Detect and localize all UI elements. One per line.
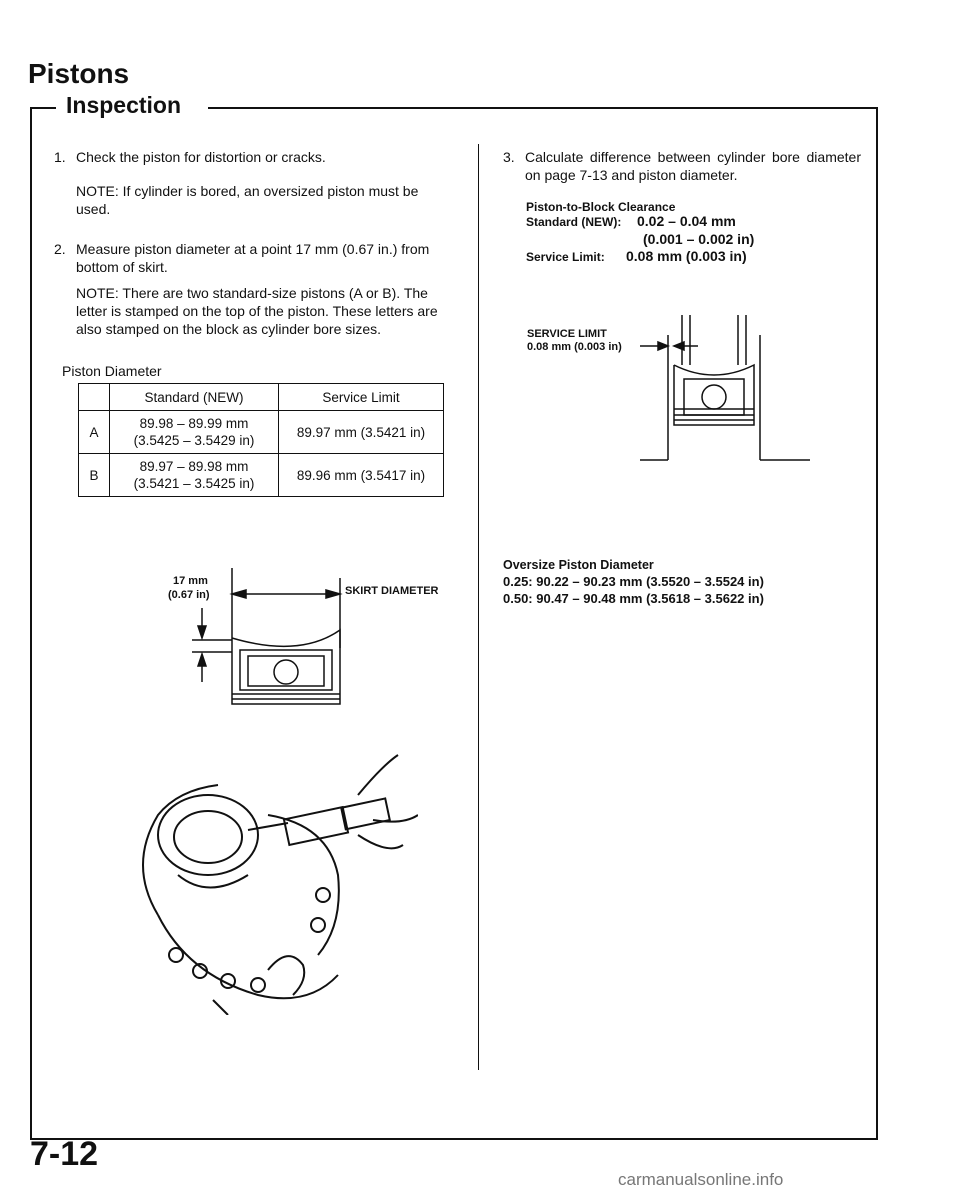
step-2 — [54, 240, 436, 276]
table-cell-standard — [110, 411, 279, 454]
table-header-cell — [79, 384, 110, 411]
column-divider — [478, 144, 479, 1070]
piston-diameter-table — [78, 383, 444, 497]
oversize-title: Oversize Piston Diameter — [503, 558, 654, 572]
oversize-row: 0.50: 90.47 – 90.48 mm (3.5618 – 3.5622 in) — [503, 591, 764, 606]
standard-in: (3.5425 – 3.5429 in) — [133, 433, 255, 448]
note-2: NOTE: There are two standard-size pistons (A or B). The letter is stamped on the top of the piston. These letters are also stamped on the block as cylinder bore sizes. — [76, 285, 438, 337]
frame-line — [30, 1138, 878, 1140]
watermark: carmanualsonline.info — [618, 1170, 784, 1189]
page-number: 7-12 — [30, 1135, 99, 1173]
page-title: Pistons — [28, 58, 130, 89]
service-limit-label: Service Limit: — [526, 250, 605, 264]
frame-line — [876, 107, 878, 1139]
service-limit-value: 0.08 mm (0.003 in) — [626, 248, 747, 264]
standard-mm: 89.98 – 89.99 mm — [139, 416, 249, 431]
standard-label: Standard (NEW): — [526, 215, 622, 229]
table-cell-limit: 89.96 mm (3.5417 in) — [279, 454, 444, 497]
skirt-diameter-label: SKIRT DIAMETER — [345, 585, 439, 597]
table-cell-grade: B — [79, 454, 110, 497]
table-row — [79, 411, 444, 454]
dimension-label: 17 mm — [173, 575, 208, 587]
table-row — [79, 454, 444, 497]
dimension-label: (0.67 in) — [168, 589, 210, 601]
micrometer-measurement-illustration — [118, 725, 418, 1015]
standard-value-in: (0.001 – 0.002 in) — [643, 231, 755, 247]
section-title: Inspection — [58, 92, 189, 119]
step-text: Measure piston diameter at a point 17 mm (0.67 in.) from bottom of skirt. — [76, 241, 430, 275]
step-number: 2. — [54, 241, 66, 257]
table-cell-limit: 89.97 mm (3.5421 in) — [279, 411, 444, 454]
step-text: Calculate difference between cylinder bore diameter on page 7-13 and piston diameter. — [525, 149, 861, 183]
standard-mm: 89.97 – 89.98 mm — [139, 459, 249, 474]
step-number: 3. — [503, 149, 515, 165]
table-cell-standard — [110, 454, 279, 497]
standard-in: (3.5421 – 3.5425 in) — [133, 476, 255, 491]
table-header-row — [79, 384, 444, 411]
clearance-title: Piston-to-Block Clearance — [526, 200, 676, 214]
table-header-cell: Standard (NEW) — [110, 384, 279, 411]
table-caption: Piston Diameter — [62, 363, 162, 379]
piston-skirt-diagram — [170, 568, 350, 718]
service-limit-diagram-label: SERVICE LIMIT — [527, 328, 607, 340]
table-cell-grade: A — [79, 411, 110, 454]
frame-line — [30, 107, 56, 109]
step-number: 1. — [54, 149, 66, 165]
service-limit-diagram-value: 0.08 mm (0.003 in) — [527, 341, 622, 353]
standard-value-mm: 0.02 – 0.04 mm — [637, 213, 736, 229]
oversize-row: 0.25: 90.22 – 90.23 mm (3.5520 – 3.5524 in) — [503, 574, 764, 589]
step-text: Check the piston for distortion or cracks. — [76, 149, 326, 165]
frame-line — [30, 107, 32, 1139]
cylinder-clearance-diagram — [640, 305, 820, 465]
frame-line — [208, 107, 876, 109]
step-3 — [503, 148, 861, 184]
step-1 — [54, 148, 436, 166]
table-header-cell: Service Limit — [279, 384, 444, 411]
note-1: NOTE: If cylinder is bored, an oversized piston must be used. — [76, 183, 419, 217]
